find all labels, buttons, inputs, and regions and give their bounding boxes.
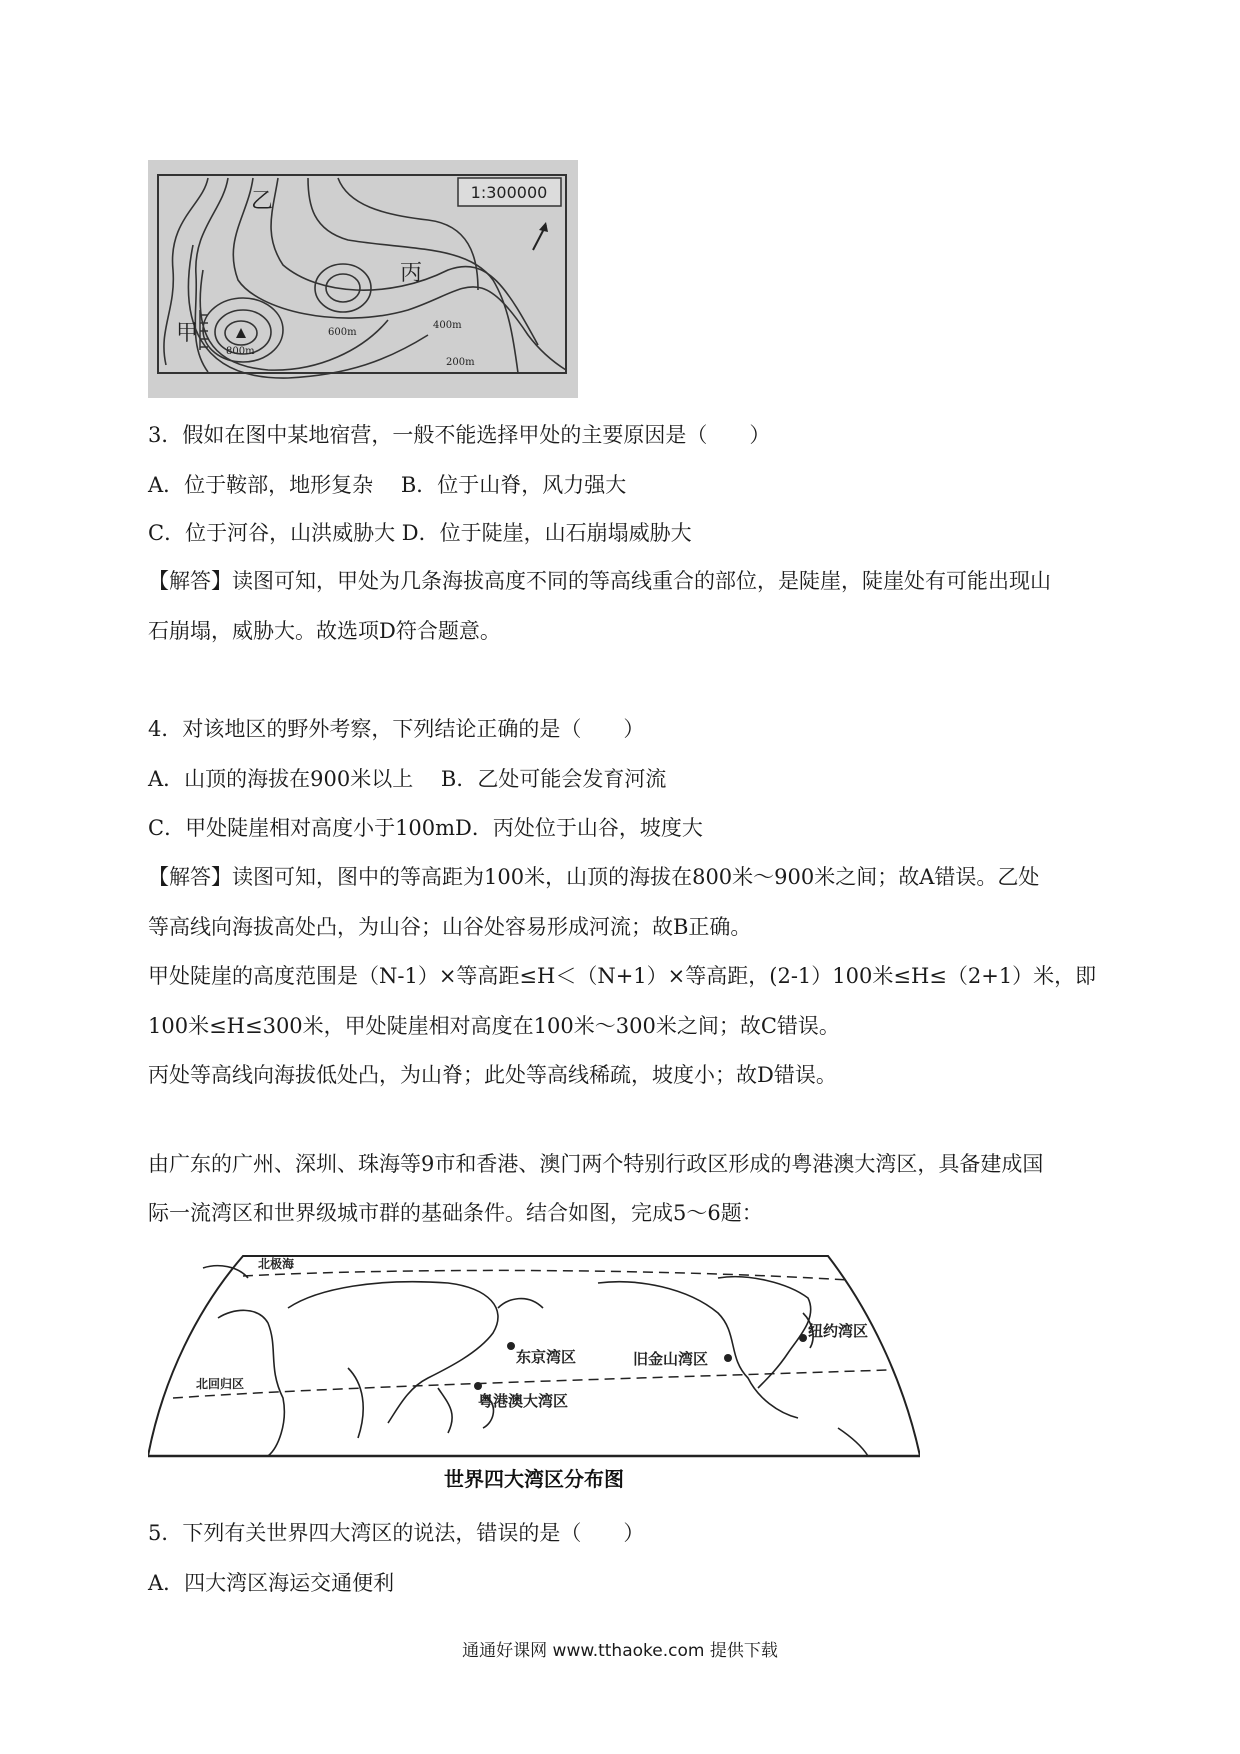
label-bing: 丙 xyxy=(400,261,423,286)
q5-option-a: A．四大湾区海运交通便利 xyxy=(148,1571,395,1595)
marker-ny xyxy=(799,1334,807,1342)
contour-label-800: 800m xyxy=(226,346,255,357)
summit-triangle-icon xyxy=(236,328,246,338)
q4-answer-line4: 100米≤H≤300米，甲处陡崖相对高度在100米～300米之间；故C错误。 xyxy=(148,1014,840,1038)
q3-answer-line2: 石崩塌，威胁大。故选项D符合题意。 xyxy=(148,619,501,643)
intro-line2: 际一流湾区和世界级城市群的基础条件。结合如图，完成5～6题： xyxy=(148,1201,763,1225)
world-map-graphic xyxy=(148,1238,920,1500)
q4-options-row2: C．甲处陡崖相对高度小于100mD．丙处位于山谷，坡度大 xyxy=(148,816,703,840)
q5-stem: 5．下列有关世界四大湾区的说法，错误的是（ ） xyxy=(148,1521,645,1545)
contour-label-200: 200m xyxy=(446,357,475,368)
marker-gba xyxy=(474,1382,482,1390)
label-jia: 甲 xyxy=(176,321,199,346)
map-caption: 世界四大湾区分布图 xyxy=(444,1467,624,1491)
contour-label-600: 600m xyxy=(328,327,357,338)
q3-stem: 3．假如在图中某地宿营，一般不能选择甲处的主要原因是（ ） xyxy=(148,423,771,447)
marker-tokyo xyxy=(507,1342,515,1350)
topographic-map xyxy=(148,160,578,398)
q4-stem: 4．对该地区的野外考察，下列结论正确的是（ ） xyxy=(148,717,645,741)
q3-answer-line1: 【解答】读图可知，甲处为几条海拔高度不同的等高线重合的部位，是陡崖，陡崖处有可能出现山 xyxy=(148,569,1051,593)
label-north-pole: 北极海 xyxy=(258,1257,295,1271)
label-tokyo: 东京湾区 xyxy=(516,1348,577,1366)
q3-options-row1: A．位于鞍部，地形复杂 B．位于山脊，风力强大 xyxy=(148,473,627,497)
contour-map-graphic xyxy=(148,160,578,398)
intro-line1: 由广东的广州、深圳、珠海等9市和香港、澳门两个特别行政区形成的粤港澳大湾区，具备建成国 xyxy=(148,1152,1044,1176)
page-footer: 通通好课网 www.tthaoke.com 提供下载 xyxy=(462,1641,778,1661)
label-ny: 纽约湾区 xyxy=(808,1322,869,1340)
q4-answer-line2: 等高线向海拔高处凸，为山谷；山谷处容易形成河流；故B正确。 xyxy=(148,915,752,939)
label-north-region: 北回归区 xyxy=(196,1377,245,1391)
map-scale: 1:300000 xyxy=(470,183,548,202)
q4-options-row1: A．山顶的海拔在900米以上 B．乙处可能会发育河流 xyxy=(148,767,667,791)
marker-sf xyxy=(724,1354,732,1362)
q4-answer-line3: 甲处陡崖的高度范围是（N-1）×等高距≤H＜（N+1）×等高距，(2-1）100米≤H≤（2+1）米，即 xyxy=(148,964,1097,988)
q4-answer-line1: 【解答】读图可知，图中的等高距为100米，山顶的海拔在800米～900米之间；故A错误。乙处 xyxy=(148,865,1040,889)
label-sf: 旧金山湾区 xyxy=(633,1350,709,1368)
label-yi: 乙 xyxy=(251,189,274,214)
world-bay-areas-map xyxy=(148,1238,920,1500)
north-arrow-icon xyxy=(533,222,548,250)
contour-label-400: 400m xyxy=(433,320,462,331)
q4-answer-line5: 丙处等高线向海拔低处凸，为山脊；此处等高线稀疏，坡度小；故D错误。 xyxy=(148,1063,837,1087)
label-gba: 粤港澳大湾区 xyxy=(478,1392,569,1410)
q3-options-row2: C．位于河谷，山洪威胁大 D．位于陡崖，山石崩塌威胁大 xyxy=(148,521,692,545)
